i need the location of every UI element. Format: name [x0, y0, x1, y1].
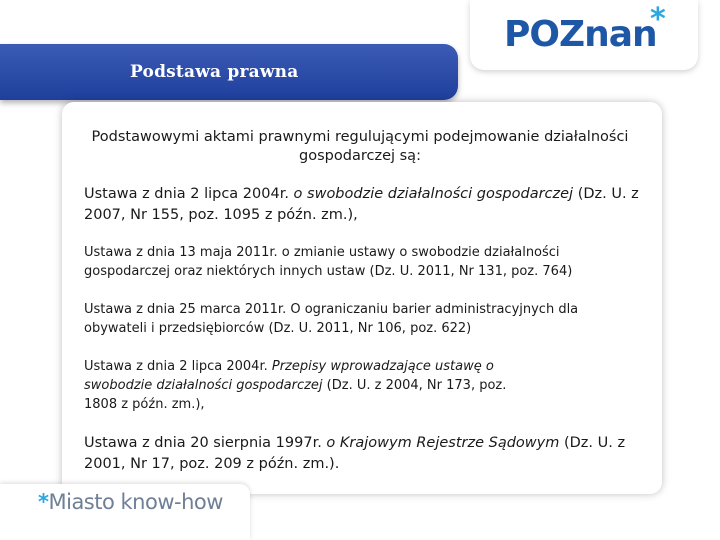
list-item: [84, 184, 644, 226]
item-italic: o Krajowym Rejestrze Sądowym: [326, 435, 560, 451]
item-lead: Ustawa z dnia 2 lipca 2004r.: [84, 186, 294, 202]
poznan-logo: POZnan: [504, 14, 657, 55]
list-item: [84, 243, 644, 281]
item-tail: (Dz. U. z 2007, Nr 155, poz. 1095 z późn. zm.),: [84, 186, 639, 223]
item-tail: (Dz. U. z 2001, Nr 17, poz. 209 z późn. zm.).: [84, 435, 626, 472]
item-italic: Przepisy wprowadzające ustawę o swobodzie działalności gospodarczej: [84, 359, 494, 393]
list-item: [84, 433, 644, 475]
list-item: [84, 357, 534, 414]
item-lead: Ustawa z dnia 25 marca 2011r. O ograniczaniu barier administracyjnych dla obywateli i przedsiębiorców (Dz. U. 2011, Nr 106, poz. 622): [84, 302, 579, 336]
page-title: Podstawa prawna: [130, 62, 299, 82]
slogan-text: Miasto know-how: [48, 490, 223, 514]
item-lead: Ustawa z dnia 2 lipca 2004r.: [84, 359, 272, 374]
list-item: [84, 300, 644, 338]
footer-slogan: [38, 490, 223, 514]
intro-text: Podstawowymi aktami prawnymi regulującymi podejmowanie działalności gospodarczej są:: [91, 129, 629, 164]
item-italic: o swobodzie działalności gospodarczej: [293, 186, 574, 202]
item-lead: Ustawa z dnia 13 maja 2011r. o zmianie ustawy o swobodzie działalności gospodarczej oraz niektórych innych ustaw (Dz. U. 2011, Nr 131, poz. 764): [84, 245, 573, 279]
logo-star-icon: *: [650, 2, 666, 37]
item-lead: Ustawa z dnia 20 sierpnia 1997r.: [84, 435, 327, 451]
item-tail: (Dz. U. z 2004, Nr 173, poz. 1808 z późn. zm.),: [84, 378, 507, 412]
slogan-star-icon: *: [38, 490, 49, 514]
